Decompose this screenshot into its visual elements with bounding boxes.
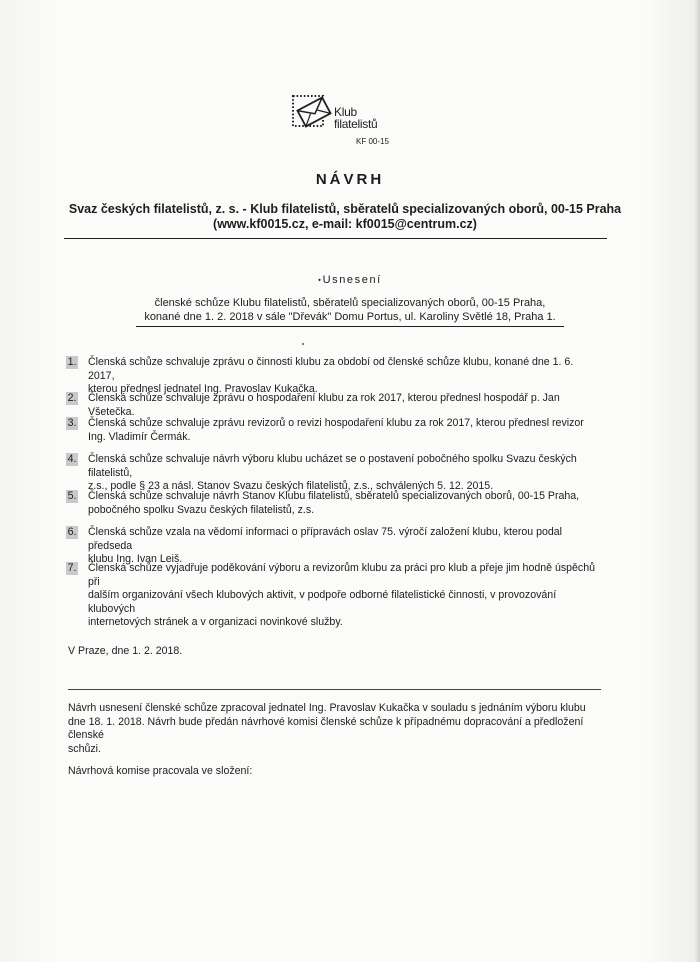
item-text bbox=[88, 490, 598, 517]
envelope-stamp-icon bbox=[290, 90, 334, 134]
header-divider bbox=[64, 238, 607, 239]
item-number: 3. bbox=[67, 417, 77, 429]
item-line: z.s., podle § 23 a násl. Stanov Svazu českých filatelistů, z.s., schválených 5. 12. 2015. bbox=[88, 480, 494, 492]
club-logo bbox=[290, 90, 400, 152]
item-number: 4. bbox=[67, 453, 77, 465]
item-number: 6. bbox=[67, 526, 77, 538]
meeting-line-1: členské schůze Klubu filatelistů, sběratelů specializovaných oborů, 00-15 Praha, bbox=[154, 297, 546, 309]
item-line: Členská schůze schvaluje návrh výboru klubu ucházet se o postavení pobočného spolku Svazu českých filatelistů, bbox=[88, 453, 577, 479]
logo-code: KF 00-15 bbox=[356, 137, 389, 146]
item-line: Členská schůze schvaluje zprávu o hospodaření klubu za rok 2017, kterou přednesl hospodář p. Jan Všetečka. bbox=[88, 392, 560, 418]
meeting-line-2: konané dne 1. 2. 2018 v sále "Dřevák" Domu Portus, ul. Karoliny Světlé 18, Praha 1. bbox=[144, 311, 556, 323]
item-number: 5. bbox=[67, 490, 77, 502]
item-line: internetových stránek a v organizaci novinkové služby. bbox=[88, 616, 343, 628]
scan-edge-shadow bbox=[694, 0, 700, 962]
item-text bbox=[88, 356, 598, 397]
organization-header bbox=[60, 202, 630, 232]
resolution-heading bbox=[0, 274, 700, 286]
item-line: kterou přednesl jednatel Ing. Pravoslav Kukačka. bbox=[88, 383, 318, 395]
item-line: pobočného spolku Svazu českých filatelistů, z.s. bbox=[88, 503, 315, 516]
meeting-underline bbox=[136, 326, 564, 327]
item-text bbox=[88, 562, 598, 630]
meeting-info bbox=[100, 296, 600, 324]
note-line-2: dne 18. 1. 2018. Návrh bude předán návrhové komisi členské schůze k případnému dopracování a předložení členské bbox=[68, 715, 584, 741]
document-title: NÁVRH bbox=[315, 171, 385, 188]
item-line: Členská schůze vzala na vědomí informaci o přípravách oslav 75. výročí založení klubu, kterou podal předseda bbox=[88, 526, 563, 552]
preparation-note bbox=[68, 702, 613, 756]
note-line-3: schůzi. bbox=[68, 742, 101, 755]
item-line: Členská schůze vyjadřuje poděkování výboru a revizorům klubu za práci pro klub a přeje jim hodně úspěchů při bbox=[88, 562, 596, 588]
item-line: Ing. Vladimír Čermák. bbox=[88, 430, 191, 443]
organization-contact: (www.kf0015.cz, e-mail: kf0015@centrum.cz) bbox=[213, 217, 477, 231]
item-line: Členská schůze schvaluje návrh Stanov Klubu filatelistů, sběratelů specializovaných oborů, 00-15 Praha, bbox=[88, 490, 580, 502]
item-number: 7. bbox=[67, 562, 77, 574]
item-line: dalším organizování všech klubových aktivit, v podpoře odborné filatelistické činnosti, v provozování klubových bbox=[88, 589, 557, 615]
item-text bbox=[88, 417, 598, 444]
item-line: klubu Ing. Ivan Leiš. bbox=[88, 553, 183, 565]
item-line: Členská schůze schvaluje zprávu revizorů o revizi hospodaření klubu za rok 2017, kterou přednesl revizor bbox=[88, 417, 584, 429]
organization-name: Svaz českých filatelistů, z. s. - Klub filatelistů, sběratelů specializovaných oborů, 00-15 Praha bbox=[68, 202, 622, 216]
logo-text-line1: Klub bbox=[334, 105, 357, 119]
item-number: 2. bbox=[67, 392, 77, 404]
resolution-heading-text: Usnesení bbox=[322, 274, 382, 286]
bullet-dot: • bbox=[318, 275, 323, 285]
item-text bbox=[88, 526, 598, 567]
item-line: Členská schůze schvaluje zprávu o činnosti klubu za období od členské schůze klubu, konané dne 1. 6. 2017, bbox=[88, 356, 574, 382]
scan-speck bbox=[302, 343, 304, 345]
place-date: V Praze, dne 1. 2. 2018. bbox=[68, 645, 183, 657]
note-line-1: Návrh usnesení členské schůze zpracoval jednatel Ing. Pravoslav Kukačka v souladu s jednáním výboru klubu bbox=[68, 702, 586, 714]
logo-text-line2: filatelistů bbox=[334, 117, 378, 131]
item-text bbox=[88, 392, 598, 419]
footer-divider bbox=[68, 689, 601, 690]
item-number: 1. bbox=[67, 356, 77, 368]
commission-composition: Návrhová komise pracovala ve složení: bbox=[68, 765, 253, 777]
item-text bbox=[88, 453, 598, 494]
